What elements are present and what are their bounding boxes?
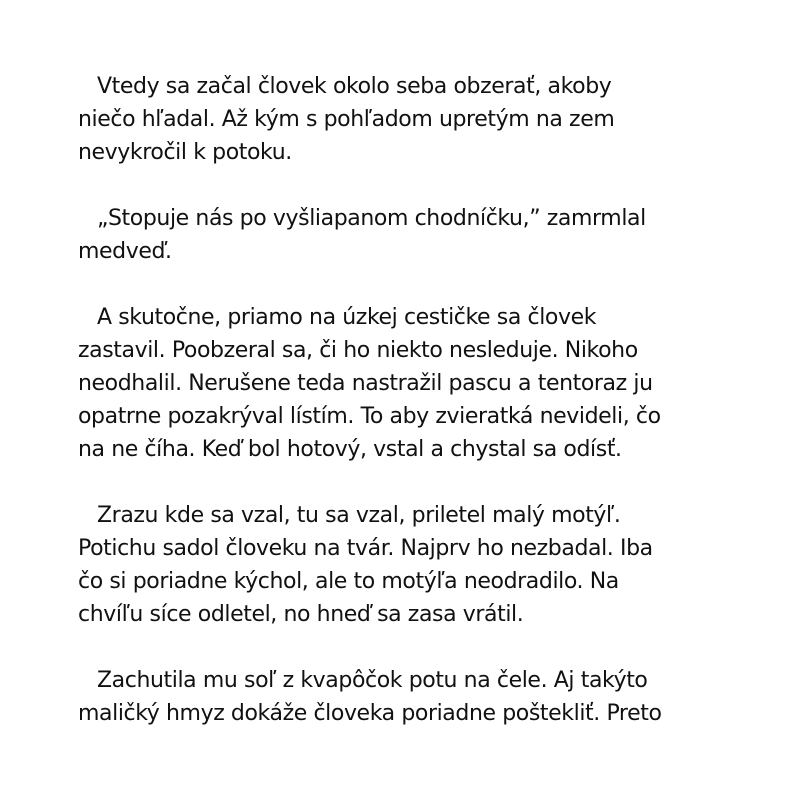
paragraph-5: Zachutila mu soľ z kvapôčok potu na čele. Aj takýto maličký hmyz dokáže človeka poriadne poštekliť. Preto — [78, 668, 662, 726]
paragraph-1: Vtedy sa začal človek okolo seba obzerať, akoby niečo hľadal. Až kým s pohľadom upretým na zem nevykročil k potoku. — [78, 74, 615, 165]
paragraph-2: „Stopuje nás po vyšliapanom chodníčku,” zamrmlal medveď. — [78, 206, 646, 264]
story-text — [78, 70, 738, 763]
paragraph-4: Zrazu kde sa vzal, tu sa vzal, priletel malý motýľ. Potichu sadol človeku na tvár. Najprv ho nezbadal. Iba čo si poriadne kýchol, ale to motýľa neodradilo. Na chvíľu síce odletel, no hneď sa zasa vrátil. — [78, 503, 653, 627]
paragraph-3: A skutočne, priamo na úzkej cestičke sa človek zastavil. Poobzeral sa, či ho niekto nesleduje. Nikoho neodhalil. Nerušene teda nastražil pascu a tentoraz ju opatrne pozakrýval lístím. To aby zvieratká nevideli, čo na ne číha. Keď bol hotový, vstal a chystal sa odísť. — [78, 305, 661, 462]
